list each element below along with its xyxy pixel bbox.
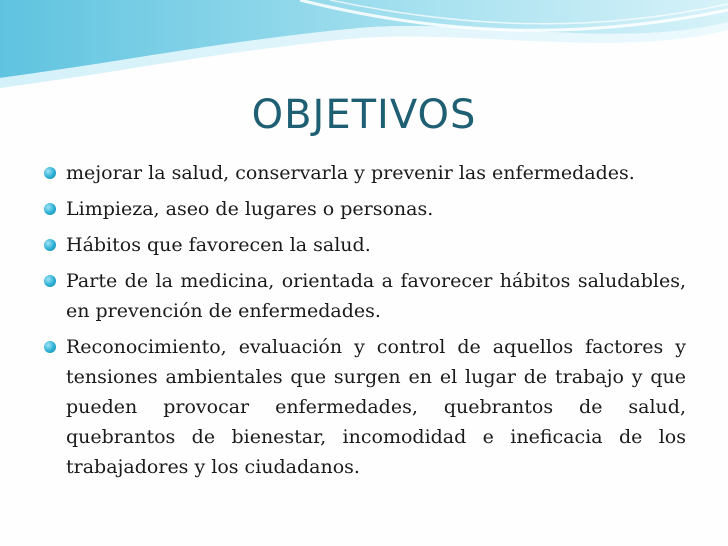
bullet-text: mejorar la salud, conservarla y prevenir las enfermedades. [66, 162, 635, 184]
bullet-icon [44, 167, 56, 179]
bullet-item [44, 230, 686, 260]
bullet-text: Limpieza, aseo de lugares o personas. [66, 198, 434, 220]
slide-title: OBJETIVOS [251, 92, 477, 138]
bullet-icon [44, 239, 56, 251]
bullet-icon [44, 275, 56, 287]
bullet-text: Hábitos que favorecen la salud. [66, 234, 371, 256]
bullet-text: Parte de la medicina, orientada a favorecer hábitos saludables, en prevención de enfermedades. [66, 270, 686, 322]
bullet-list [44, 158, 686, 482]
bullet-item [44, 194, 686, 224]
bullet-item [44, 332, 686, 482]
bullet-icon [44, 203, 56, 215]
bullet-item [44, 266, 686, 326]
header-wave-decoration [0, 0, 728, 90]
bullet-item [44, 158, 686, 188]
bullet-text: Reconocimiento, evaluación y control de aquellos factores y tensiones ambientales que surgen en el lugar de trabajo y que pueden provocar enfermedades, quebrantos de salud, quebrantos de bienestar, incomodidad e ineficacia de los trabajadores y los ciudadanos. [66, 336, 686, 478]
bullet-icon [44, 341, 56, 353]
